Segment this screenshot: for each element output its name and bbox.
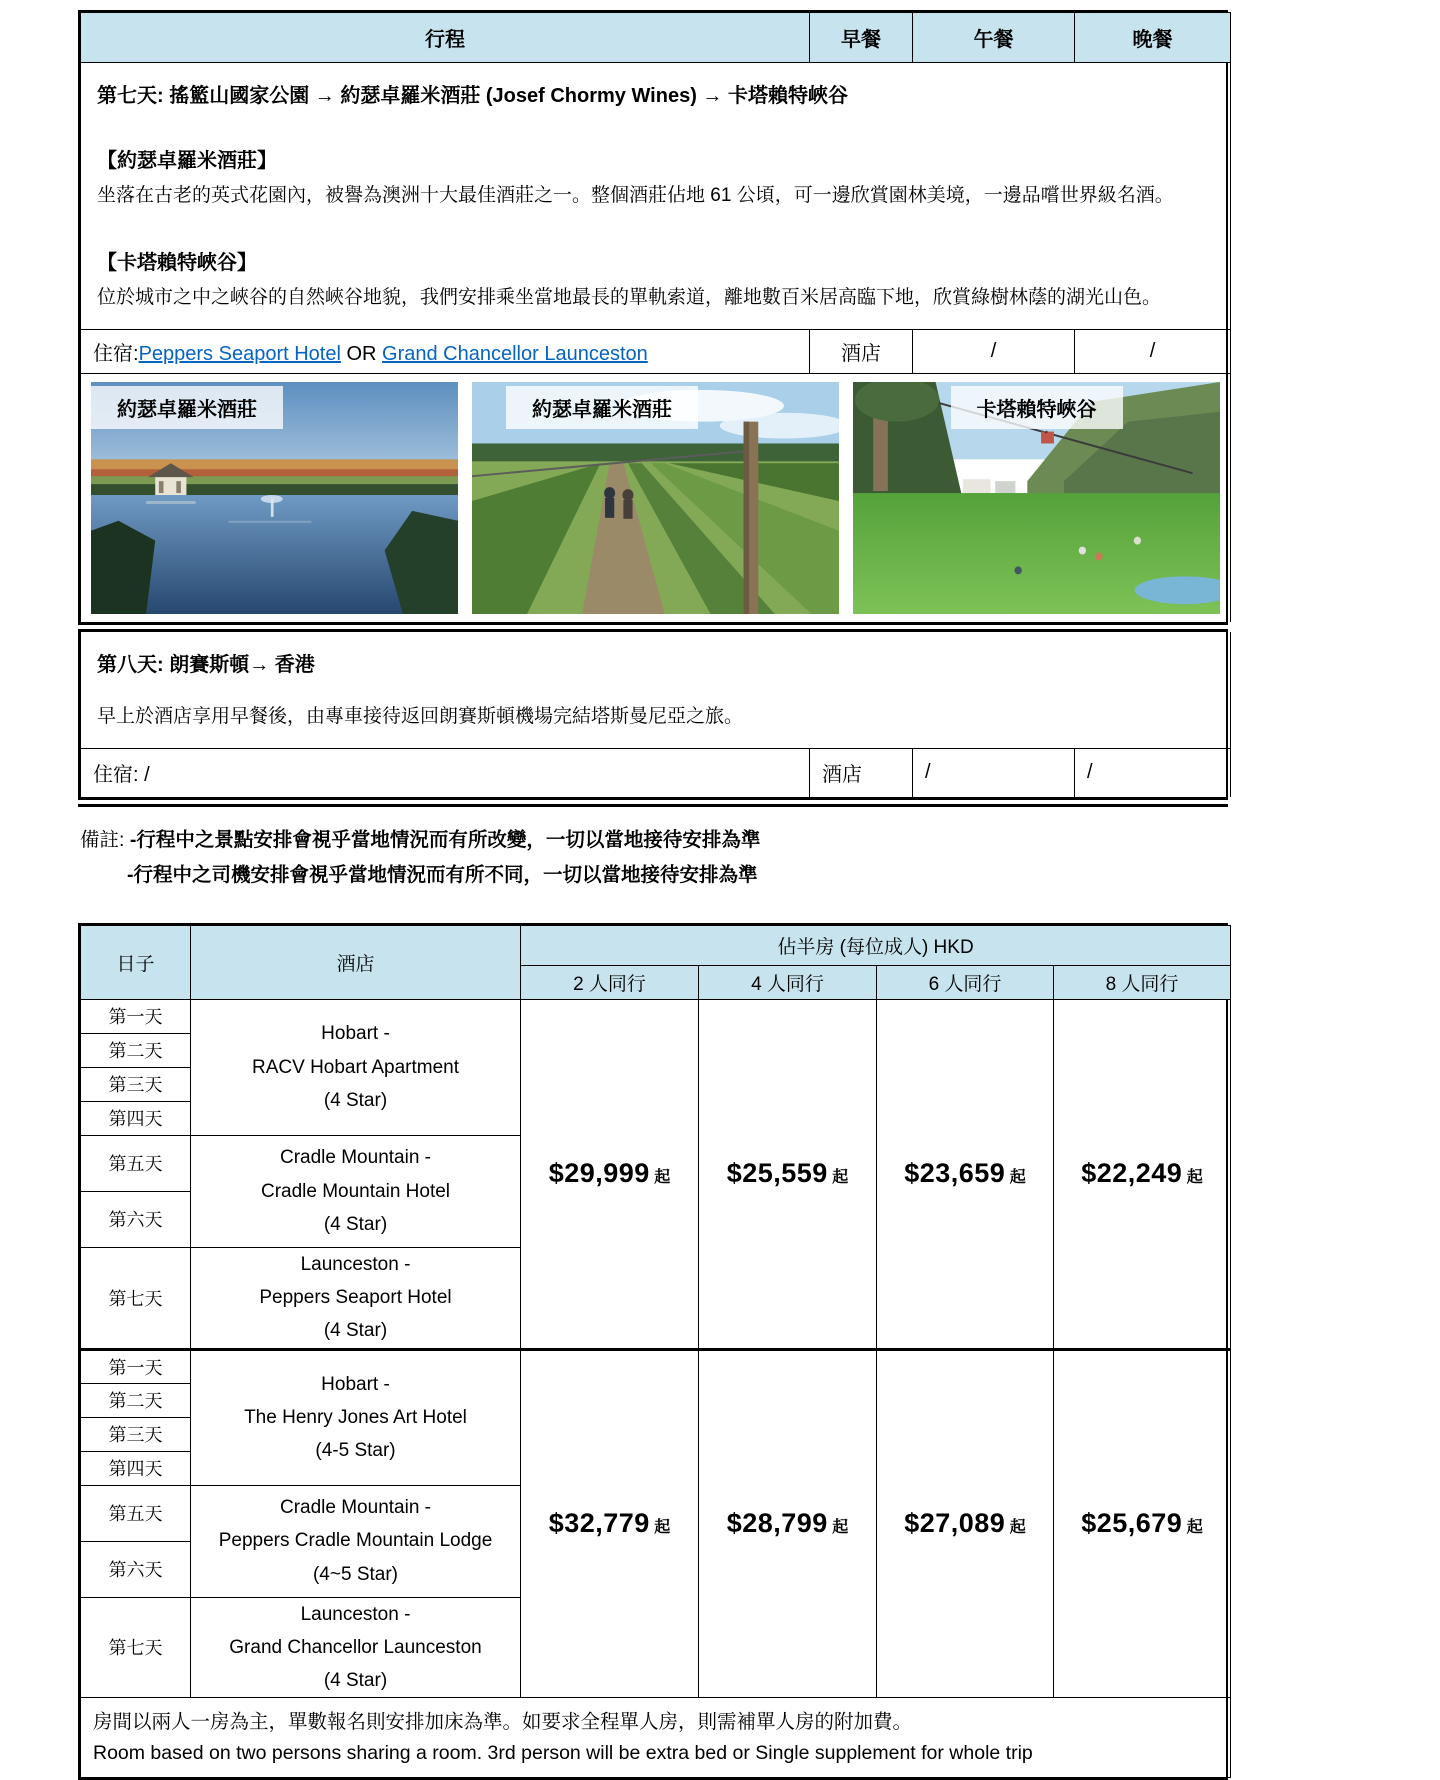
note-line-2: -行程中之司機安排會視乎當地情況而有所不同，一切以當地接待安排為準 xyxy=(127,863,758,886)
price-footer-row xyxy=(81,1698,1231,1777)
hotel-stars: (4 Star) xyxy=(323,1213,388,1235)
day7-lodging-row xyxy=(81,330,1231,374)
hotel-column-header: 酒店 xyxy=(191,925,521,999)
day-cell: 第六天 xyxy=(81,1191,191,1247)
price-value: $32,779 xyxy=(548,1508,650,1539)
day8-lunch-value: / xyxy=(913,749,1075,797)
day7-description-row xyxy=(81,63,1231,330)
section-heading-winery: 【約瑟卓羅米酒莊】 xyxy=(97,150,277,172)
hotel-link-peppers-seaport[interactable]: Peppers Seaport Hotel xyxy=(138,343,341,366)
col-header-4pax: 4 人同行 xyxy=(699,965,877,999)
hotel-name: Peppers Cradle Mountain Lodge xyxy=(218,1530,493,1552)
day8-table-wrap xyxy=(78,632,1228,797)
photo-caption: 約瑟卓羅米酒莊 xyxy=(91,386,283,429)
photos-cell xyxy=(81,374,1231,623)
hotel-link-grand-chancellor[interactable]: Grand Chancellor Launceston xyxy=(382,343,648,366)
lunch-header-cell: 午餐 xyxy=(913,13,1075,63)
price-value: $27,089 xyxy=(904,1508,1006,1539)
photos-strip xyxy=(91,382,1220,614)
hotel-name: Grand Chancellor Launceston xyxy=(229,1636,482,1658)
price-suffix: 起 xyxy=(1186,1519,1203,1537)
price-group-header: 佔半房 (每位成人) HKD xyxy=(521,925,1231,965)
double-line-separator xyxy=(78,797,1228,807)
section-body-gorge: 位於城市之中之峽谷的自然峽谷地貌，我們安排乘坐當地最長的單軌索道，離地數百米居高臨下地，欣賞綠樹林蔭的湖光山色。 xyxy=(97,286,1162,308)
day8-lodging-cell: 住宿: / xyxy=(81,749,810,797)
hotel-name-cell xyxy=(191,1135,521,1247)
price-table-wrap xyxy=(78,923,1228,1780)
day-cell: 第三天 xyxy=(81,1067,191,1101)
price-value: $28,799 xyxy=(726,1508,828,1539)
hotel-name-cell xyxy=(191,1247,521,1349)
hotel-name: Peppers Seaport Hotel xyxy=(259,1287,452,1309)
price-suffix: 起 xyxy=(1009,1519,1026,1537)
day-cell: 第二天 xyxy=(81,1383,191,1417)
or-text: OR xyxy=(340,343,383,366)
double-line-separator xyxy=(78,622,1228,632)
hotel-city: Cradle Mountain - xyxy=(279,1497,432,1519)
price-cell-2pax xyxy=(521,999,699,1349)
day-cell: 第七天 xyxy=(81,1597,191,1698)
price-value: $29,999 xyxy=(548,1158,650,1189)
price-value: $25,559 xyxy=(726,1158,828,1189)
price-cell-6pax xyxy=(877,999,1054,1349)
price-suffix: 起 xyxy=(832,1169,849,1187)
section-body-winery: 坐落在古老的英式花園內，被譽為澳洲十大最佳酒莊之一。整個酒莊佔地 61 公頃，可一邊欣賞園林美境，一邊品嚐世界級名酒。 xyxy=(97,185,1174,206)
price-value: $25,679 xyxy=(1081,1508,1183,1539)
day7-table-wrap xyxy=(78,10,1228,622)
day-cell: 第二天 xyxy=(81,1033,191,1067)
notes-label: 備註: xyxy=(80,828,125,851)
hotel-name: RACV Hobart Apartment xyxy=(252,1056,459,1078)
day7-photos-row xyxy=(81,374,1231,623)
price-suffix: 起 xyxy=(654,1169,671,1187)
day7-breakfast-value: 酒店 xyxy=(810,330,913,374)
price-row xyxy=(81,1349,1231,1383)
day8-lodging-row xyxy=(81,749,1231,797)
photo-caption: 約瑟卓羅米酒莊 xyxy=(506,386,698,429)
day8-description-cell xyxy=(81,632,1231,749)
price-suffix: 起 xyxy=(1009,1169,1026,1187)
day-cell: 第五天 xyxy=(81,1135,191,1191)
price-footer-cell xyxy=(81,1698,1231,1777)
day7-description-cell xyxy=(81,63,1231,330)
section-heading-gorge: 【卡塔賴特峽谷】 xyxy=(97,251,257,274)
day7-lodging-cell xyxy=(81,330,810,374)
hotel-stars: (4 Star) xyxy=(323,1320,388,1342)
col-header-8pax: 8 人同行 xyxy=(1054,965,1231,999)
day-cell: 第三天 xyxy=(81,1417,191,1451)
day8-dinner-value: / xyxy=(1075,749,1231,797)
breakfast-header-cell: 早餐 xyxy=(810,13,913,63)
day-column-header: 日子 xyxy=(81,925,191,999)
notes-block xyxy=(80,823,1228,893)
day8-breakfast-value: 酒店 xyxy=(810,749,913,797)
day8-table xyxy=(80,632,1231,797)
dinner-header-cell: 晚餐 xyxy=(1075,13,1231,63)
price-cell-2pax xyxy=(521,1349,699,1698)
price-suffix: 起 xyxy=(1186,1169,1203,1187)
photo-caption: 卡塔賴特峽谷 xyxy=(951,386,1123,429)
price-cell-4pax xyxy=(699,1349,877,1698)
note-line-1 xyxy=(80,823,1228,858)
day7-dinner-value: / xyxy=(1075,330,1231,374)
photo-cataract-gorge xyxy=(853,382,1220,614)
day-cell: 第一天 xyxy=(81,999,191,1033)
price-row xyxy=(81,999,1231,1033)
day-cell: 第五天 xyxy=(81,1485,191,1541)
hotel-city: Launceston - xyxy=(300,1253,411,1275)
day-cell: 第六天 xyxy=(81,1541,191,1597)
day8-description-row xyxy=(81,632,1231,749)
hotel-stars: (4 Star) xyxy=(323,1670,388,1692)
day7-title: 第七天: 搖籃山國家公園 → 約瑟卓羅米酒莊 (Josef Chormy Wines) → 卡塔賴特峽谷 xyxy=(97,85,848,107)
col-header-6pax: 6 人同行 xyxy=(877,965,1054,999)
price-cell-8pax xyxy=(1054,1349,1231,1698)
price-cell-4pax xyxy=(699,999,877,1349)
itinerary-header-row xyxy=(81,13,1231,63)
day8-body: 早上於酒店享用早餐後，由專車接待返回朗賽斯頓機場完結塔斯曼尼亞之旅。 xyxy=(97,706,744,728)
photo-josef-chromy-lake xyxy=(91,382,458,614)
price-table xyxy=(80,925,1231,1778)
lodging-label: 住宿: xyxy=(93,343,139,366)
day8-title: 第八天: 朗賽斯頓→ 香港 xyxy=(97,654,315,677)
hotel-stars: (4~5 Star) xyxy=(312,1563,398,1585)
hotel-name-cell xyxy=(191,1485,521,1597)
price-value: $22,249 xyxy=(1081,1158,1183,1189)
hotel-city: Hobart - xyxy=(321,1373,390,1395)
footer-note-zh: 房間以兩人一房為主，單數報名則安排加床為準。如要求全程單人房，則需補單人房的附加費。 xyxy=(93,1711,913,1734)
price-header-row-1 xyxy=(81,925,1231,965)
price-value: $23,659 xyxy=(904,1158,1006,1189)
hotel-stars: (4-5 Star) xyxy=(315,1440,396,1462)
price-suffix: 起 xyxy=(654,1519,671,1537)
hotel-stars: (4 Star) xyxy=(323,1089,388,1111)
note-text-1: -行程中之景點安排會視乎當地情況而有所改變，一切以當地接待安排為準 xyxy=(129,828,761,851)
hotel-name-cell xyxy=(191,999,521,1135)
day-cell: 第四天 xyxy=(81,1101,191,1135)
price-cell-8pax xyxy=(1054,999,1231,1349)
hotel-name-cell xyxy=(191,1349,521,1485)
itinerary-table xyxy=(80,12,1231,622)
itinerary-header-cell: 行程 xyxy=(81,13,810,63)
hotel-name: Cradle Mountain Hotel xyxy=(260,1180,451,1202)
hotel-city: Cradle Mountain - xyxy=(279,1147,432,1169)
day7-lunch-value: / xyxy=(913,330,1075,374)
day-cell: 第一天 xyxy=(81,1349,191,1383)
photo-vineyard xyxy=(472,382,839,614)
day-cell: 第七天 xyxy=(81,1247,191,1349)
day-cell: 第四天 xyxy=(81,1451,191,1485)
hotel-city: Launceston - xyxy=(300,1603,411,1625)
hotel-name: The Henry Jones Art Hotel xyxy=(244,1406,467,1428)
price-suffix: 起 xyxy=(832,1519,849,1537)
footer-note-en: Room based on two persons sharing a room. 3rd person will be extra bed or Single supplement for whole trip xyxy=(93,1741,1033,1764)
hotel-name-cell xyxy=(191,1597,521,1698)
col-header-2pax: 2 人同行 xyxy=(521,965,699,999)
price-cell-6pax xyxy=(877,1349,1054,1698)
hotel-city: Hobart - xyxy=(321,1023,390,1045)
